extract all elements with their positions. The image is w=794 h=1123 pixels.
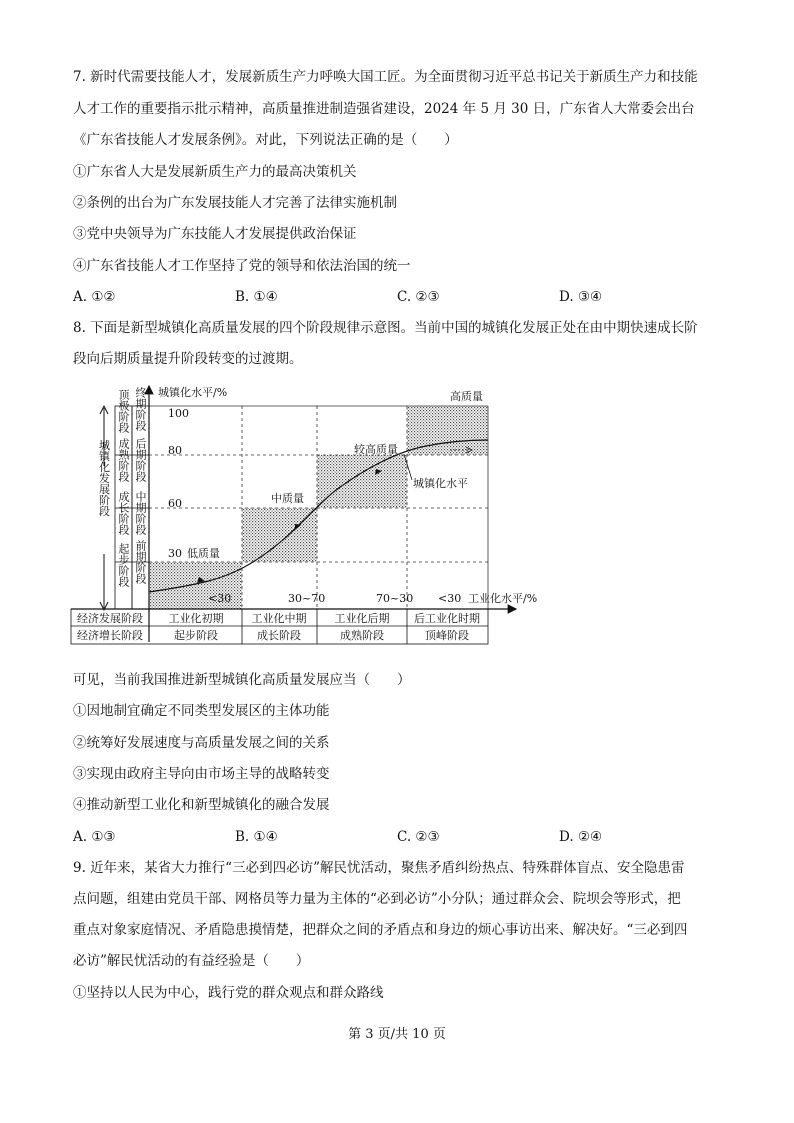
q8-question: 可见，当前我国推进新型城镇化高质量发展应当（ ） [73,672,411,688]
y-tick-100: 100 [168,407,189,420]
x-tick-4: <30 [438,592,462,605]
q9-stem-line-4: 必访”解民忧活动的有益经验是（ ） [73,953,310,969]
period-label-3: 中期阶段 [134,491,147,535]
stage-label-2: 成熟阶段 [117,438,130,482]
stage-label-4: 起步阶段 [117,543,130,587]
x-tick-1: <30 [208,592,232,605]
mid-quality-zone [242,508,317,562]
q7-statement-2: ②条例的出台为广东发展技能人才完善了法律实施机制 [73,195,397,211]
q9-stem-line-1: 9. 近年来，某省大力推行“三必到四必访”解民忧活动，聚焦矛盾纠纷热点、特殊群体盲点、安全隐患雷 [73,860,685,876]
q7-statement-3: ③党中央领导为广东技能人才发展提供政治保证 [73,226,357,242]
period-label-2: 后期阶段 [134,438,147,482]
q8-option-b[interactable]: B. ①④ [235,829,278,845]
table-row2-cell-4: 顶峰阶段 [425,629,469,642]
x-tick-3: 70~30 [376,592,414,605]
high-quality-label: 高质量 [450,390,483,403]
higher-quality-zone [317,455,407,508]
q7-options [73,287,723,307]
mid-quality-label: 中质量 [271,492,304,505]
q9-stem-line-3: 重点对象家庭情况、矛盾隐患摸情楚，把群众之间的矛盾点和身边的烦心事访出来、解决好。“三必到四 [73,922,688,938]
period-label-4: 前期阶段 [134,540,147,584]
q8-option-d[interactable]: D. ②④ [559,829,603,845]
q8-statement-4: ④推动新型工业化和新型城镇化的融合发展 [73,797,330,813]
higher-quality-label: 较高质量 [354,443,398,456]
table-row1-cell-1: 工业化初期 [168,612,224,625]
x-tick-2: 30~70 [288,592,326,605]
q7-option-a[interactable]: A. ①② [73,289,116,305]
table-row2-cell-2: 成长阶段 [257,629,301,642]
q8-stem-line-2: 段向后期质量提升阶段转变的过渡期。 [73,351,303,367]
bracket-label: 城镇化发展阶段 [97,439,111,517]
q7-option-d[interactable]: D. ③④ [559,289,603,305]
q9-stem-line-2: 点问题，组建由党员干部、网格员等力量为主体的“必到必访”小分队；通过群众会、院坝会等形式，把 [73,891,681,907]
q7-stem-line-1: 7. 新时代需要技能人才，发展新质生产力呼唤大国工匠。为全面贯彻习近平总书记关于新质生产力和技能 [73,69,698,85]
q8-statement-1: ①因地制宜确定不同类型发展区的主体功能 [73,703,330,719]
q7-statement-4: ④广东省技能人才工作坚持了党的领导和依法治国的统一 [73,258,411,274]
page-footer: 第 3 页/共 10 页 [348,1027,446,1042]
table-row2-header: 经济增长阶段 [77,629,143,642]
period-label-1: 终期阶段 [134,387,147,431]
y-axis-label: 城镇化水平/% [158,386,228,399]
y-tick-80: 80 [168,444,182,457]
q8-statement-3: ③实现由政府主导向由市场主导的战略转变 [73,766,330,782]
q7-stem-line-2: 人才工作的重要指示批示精神，高质量推进制造强省建设，2024 年 5 月 30 日，广东省人大常委会出台 [73,101,695,117]
urbanization-stage-diagram [66,380,546,652]
q7-option-c[interactable]: C. ②③ [397,289,440,305]
q8-option-a[interactable]: A. ①③ [73,829,116,845]
q8-option-c[interactable]: C. ②③ [397,829,440,845]
q7-statement-1: ①广东省人大是发展新质生产力的最高决策机关 [73,164,357,180]
q7-option-b[interactable]: B. ①④ [235,289,278,305]
stage-label-3: 成长阶段 [117,491,130,535]
table-row2-cell-1: 起步阶段 [174,629,218,642]
table-row1-cell-2: 工业化中期 [251,612,307,625]
stage-label-1: 顶极阶段 [117,389,130,433]
q9-statement-1: ①坚持以人民为中心，践行党的群众观点和群众路线 [73,985,384,1001]
y-tick-30: 30 [168,547,182,560]
q7-stem-line-3: 《广东省技能人才发展条例》。对此，下列说法正确的是（ ） [73,132,458,148]
y-tick-60: 60 [168,497,182,510]
table-row2-cell-3: 成熟阶段 [340,629,384,642]
q8-statement-2: ②统筹好发展速度与高质量发展之间的关系 [73,735,330,751]
table-row1-cell-3: 工业化后期 [334,612,390,625]
curve-label: 城镇化水平 [413,477,468,490]
q8-stem-line-1: 8. 下面是新型城镇化高质量发展的四个阶段规律示意图。当前中国的城镇化发展正处在由中期快速成长阶 [73,320,698,336]
table-row1-cell-4: 后工业化时期 [414,612,480,625]
q8-options [73,827,723,847]
low-quality-label: 低质量 [187,547,220,560]
x-axis-label: 工业化水平/% [468,592,538,605]
table-row1-header: 经济发展阶段 [77,612,143,625]
